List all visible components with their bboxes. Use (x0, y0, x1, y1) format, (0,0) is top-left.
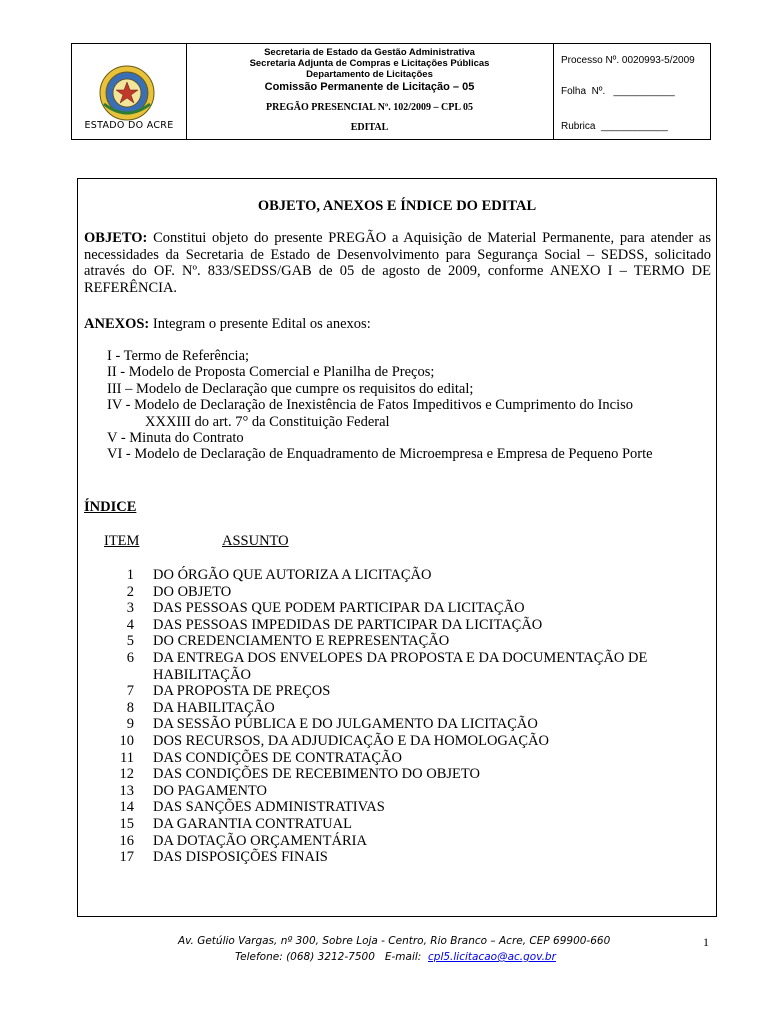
indice-row (104, 567, 704, 584)
indice-number: 10 (119, 732, 134, 749)
indice-subject: DAS DISPOSIÇÕES FINAIS (153, 849, 328, 866)
header-departamento: Departamento de Licitações (306, 69, 433, 80)
anexos-text: Integram o presente Edital os anexos: (149, 316, 371, 332)
indice-number: 7 (126, 683, 134, 700)
header-secretaria-adjunta: Secretaria Adjunta de Compras e Licitações Públicas (249, 58, 490, 69)
folha-field: Folha Nº. ___________ (561, 86, 675, 97)
anexo-item-continuation: XXXIII do art. 7° da Constituição Federal (145, 413, 390, 430)
indice-subject: DAS PESSOAS QUE PODEM PARTICIPAR DA LICITAÇÃO (153, 600, 525, 617)
indice-subject: DA DOTAÇÃO ORÇAMENTÁRIA (153, 832, 367, 849)
indice-row (104, 799, 704, 816)
indice-subject: DA ENTREGA DOS ENVELOPES DA PROPOSTA E DA DOCUMENTAÇÃO DE HABILITAÇÃO (153, 649, 648, 683)
footer-phone: Telefone: (068) 3212-7500 E-mail: (235, 951, 429, 963)
indice-row (104, 683, 704, 700)
indice-row (104, 650, 704, 683)
footer-address: Av. Getúlio Vargas, nº 300, Sobre Loja - Centro, Rio Branco – Acre, CEP 69900-660 (178, 935, 611, 947)
indice-subject: DO OBJETO (153, 583, 232, 600)
indice-subject: DA GARANTIA CONTRATUAL (153, 815, 352, 832)
header-pregao: PREGÃO PRESENCIAL Nº. 102/2009 – CPL 05 (266, 102, 473, 113)
indice-title: ÍNDICE (84, 499, 137, 515)
indice-row (104, 716, 704, 733)
indice-number: 4 (126, 616, 134, 633)
indice-row (104, 633, 704, 650)
header-right (553, 44, 710, 139)
header-center (186, 44, 554, 139)
indice-row (104, 733, 704, 750)
indice-number: 1 (126, 567, 134, 583)
indice-number: 8 (126, 699, 134, 716)
objeto-paragraph (84, 230, 711, 296)
column-header-item: ITEM (104, 533, 140, 549)
anexo-item: VI - Modelo de Declaração de Enquadramento de Microempresa e Empresa de Pequeno Porte (107, 446, 653, 463)
indice-number: 11 (120, 749, 134, 766)
anexo-item: I - Termo de Referência; (107, 348, 250, 364)
indice-subject: DA PROPOSTA DE PREÇOS (153, 683, 331, 700)
logo-cell (72, 44, 187, 139)
anexo-item: III – Modelo de Declaração que cumpre os requisitos do edital; (107, 380, 474, 397)
indice-subject: DO PAGAMENTO (153, 782, 268, 799)
anexos-intro (84, 316, 371, 333)
indice-row (104, 849, 704, 866)
processo-number: Processo Nº. 0020993-5/2009 (561, 55, 695, 66)
indice-subject: DOS RECURSOS, DA ADJUDICAÇÃO E DA HOMOLOGAÇÃO (153, 732, 549, 749)
indice-row (104, 700, 704, 717)
indice-number: 12 (119, 766, 134, 783)
header-secretaria: Secretaria de Estado da Gestão Administrativa (264, 47, 475, 58)
page-number: 1 (703, 935, 709, 949)
rubrica-field: Rubrica ____________ (561, 121, 668, 132)
header-edital: EDITAL (350, 122, 389, 133)
indice-number: 3 (126, 600, 134, 617)
indice-number: 5 (126, 633, 134, 650)
indice-number: 14 (119, 799, 134, 816)
objeto-text: Constitui objeto do presente PREGÃO a Aquisição de Material Permanente, para atender as necessidades da Secretaria de Estado de Desenvolvimento para Segurança Social – SEDSS, solicitado através do OF. Nº. 833/SEDSS/GAB de 05 de agosto de 2009, conforme ANEXO I – TERMO DE REFERÊNCIA. (84, 230, 711, 296)
indice-row (104, 833, 704, 850)
document-header (71, 43, 711, 140)
indice-subject: DAS CONDIÇÕES DE CONTRATAÇÃO (153, 749, 402, 766)
anexos-label: ANEXOS: (84, 316, 150, 332)
indice-subject: DAS CONDIÇÕES DE RECEBIMENTO DO OBJETO (153, 766, 480, 783)
anexo-item: V - Minuta do Contrato (107, 430, 244, 447)
indice-row (104, 600, 704, 617)
indice-subject: DAS SANÇÕES ADMINISTRATIVAS (153, 799, 385, 816)
indice-number: 15 (119, 815, 134, 832)
indice-number: 2 (126, 583, 134, 600)
indice-number: 17 (119, 849, 134, 866)
indice-row (104, 750, 704, 767)
indice-number: 16 (119, 832, 134, 849)
anexos-list (107, 348, 707, 463)
anexo-item: II - Modelo de Proposta Comercial e Planilha de Preços; (107, 364, 435, 381)
indice-subject: DA SESSÃO PÚBLICA E DO JULGAMENTO DA LICITAÇÃO (153, 716, 538, 733)
indice-row (104, 783, 704, 800)
state-seal-icon (98, 64, 156, 122)
header-comissao: Comissão Permanente de Licitação – 05 (264, 81, 475, 93)
anexo-item: IV - Modelo de Declaração de Inexistência de Fatos Impeditivos e Cumprimento do Inciso (107, 397, 634, 414)
indice-row (104, 617, 704, 634)
footer-contact (235, 951, 556, 963)
footer-email-link[interactable]: cpl5.licitacao@ac.gov.br (428, 951, 556, 963)
indice-row (104, 816, 704, 833)
indice-list (104, 567, 704, 866)
indice-number: 13 (119, 782, 134, 799)
page-title: OBJETO, ANEXOS E ÍNDICE DO EDITAL (257, 198, 537, 214)
indice-row (104, 766, 704, 783)
indice-subject: DA HABILITAÇÃO (153, 699, 275, 716)
column-header-assunto: ASSUNTO (222, 533, 289, 549)
estado-label: ESTADO DO ACRE (84, 120, 174, 131)
indice-row (104, 584, 704, 601)
indice-number: 9 (126, 716, 134, 733)
indice-subject: DAS PESSOAS IMPEDIDAS DE PARTICIPAR DA LICITAÇÃO (153, 616, 543, 633)
indice-subject: DO ÓRGÃO QUE AUTORIZA A LICITAÇÃO (153, 567, 432, 583)
indice-subject: DO CREDENCIAMENTO E REPRESENTAÇÃO (153, 633, 450, 650)
indice-number: 6 (126, 649, 134, 666)
objeto-label: OBJETO: (84, 230, 148, 246)
